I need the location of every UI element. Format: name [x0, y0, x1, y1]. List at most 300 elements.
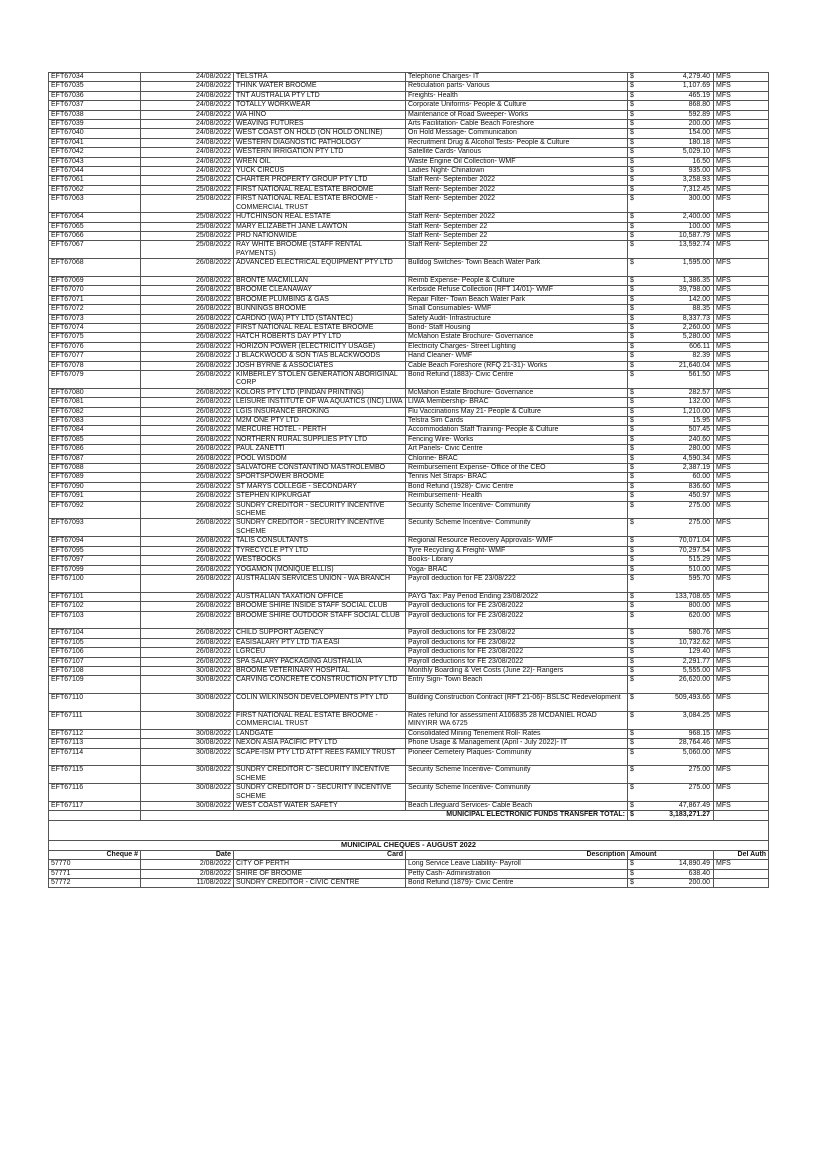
ref-cell: EFT67038	[49, 110, 141, 119]
auth-cell: MFS	[714, 305, 769, 314]
ref-cell: EFT67116	[49, 784, 141, 802]
currency-cell: $	[628, 666, 638, 675]
payee-cell: SPA SALARY PACKAGING AUSTRALIA	[234, 657, 406, 666]
description-cell: Staff Rent- September 2022	[406, 176, 628, 185]
currency-cell: $	[628, 426, 638, 435]
description-cell: Flu Vaccinations May 21- People & Culture	[406, 407, 628, 416]
currency-cell: $	[628, 602, 638, 611]
currency-cell: $	[628, 694, 638, 712]
payee-cell: SCAPE-ISM PTY LTD ATFT REES FAMILY TRUST	[234, 748, 406, 766]
eft-row	[49, 323, 769, 332]
description-cell: Bond Refund (1883)- Civic Centre	[406, 370, 628, 388]
description-cell: Fencing Wire- Works	[406, 435, 628, 444]
eft-row	[49, 592, 769, 601]
ref-cell: EFT67082	[49, 407, 141, 416]
ref-cell: EFT67108	[49, 666, 141, 675]
eft-row	[49, 556, 769, 565]
currency-cell: $	[628, 417, 638, 426]
auth-cell: MFS	[714, 110, 769, 119]
auth-cell: MFS	[714, 73, 769, 82]
auth-cell: MFS	[714, 657, 769, 666]
ref-cell: EFT67070	[49, 286, 141, 295]
ref-cell: EFT67105	[49, 638, 141, 647]
amount-cell: 465.19	[638, 91, 714, 100]
date-cell: 24/08/2022	[141, 91, 234, 100]
date-cell: 26/08/2022	[141, 361, 234, 370]
date-cell: 24/08/2022	[141, 157, 234, 166]
eft-row	[49, 729, 769, 738]
currency-cell: $	[628, 445, 638, 454]
description-cell: Chlorine- BRAC	[406, 454, 628, 463]
auth-cell: MFS	[714, 711, 769, 729]
col-header-cheque: Cheque #	[49, 850, 141, 859]
date-cell: 26/08/2022	[141, 611, 234, 629]
ref-cell: EFT67079	[49, 370, 141, 388]
currency-cell: $	[628, 629, 638, 638]
eft-row	[49, 473, 769, 482]
payee-cell: AUSTRALIAN TAXATION OFFICE	[234, 592, 406, 601]
eft-row	[49, 120, 769, 129]
ref-cell: EFT67077	[49, 352, 141, 361]
currency-cell: $	[628, 638, 638, 647]
ref-cell: 57771	[49, 869, 141, 878]
payee-cell: STEPHEN KIPKURGAT	[234, 492, 406, 501]
currency-cell: $	[628, 739, 638, 748]
currency-cell: $	[628, 501, 638, 519]
auth-cell: MFS	[714, 519, 769, 537]
cheque-row	[49, 860, 769, 869]
description-cell: LIWA Membership- BRAC	[406, 398, 628, 407]
description-cell: Consolidated Mining Tenement Roll- Rates	[406, 729, 628, 738]
eft-total-row	[49, 811, 769, 820]
payee-cell: NORTHERN RURAL SUPPLIES PTY LTD	[234, 435, 406, 444]
description-cell: Staff Rent- September 2022	[406, 195, 628, 213]
date-cell: 26/08/2022	[141, 259, 234, 277]
currency-cell: $	[628, 592, 638, 601]
currency-cell: $	[628, 537, 638, 546]
auth-cell: MFS	[714, 694, 769, 712]
col-header-date: Date	[141, 850, 234, 859]
payee-cell: KOLORS PTY LTD (PINDAN PRINTING)	[234, 388, 406, 397]
ref-cell: EFT67039	[49, 120, 141, 129]
ref-cell: EFT67092	[49, 501, 141, 519]
amount-cell: 47,867.49	[638, 802, 714, 811]
amount-cell: 595.70	[638, 574, 714, 592]
payee-cell: SUNDRY CREDITOR - CIVIC CENTRE	[234, 878, 406, 887]
amount-cell: 200.00	[638, 878, 714, 887]
date-cell: 30/08/2022	[141, 739, 234, 748]
currency-cell: $	[628, 648, 638, 657]
auth-cell: MFS	[714, 565, 769, 574]
currency-cell: $	[628, 138, 638, 147]
amount-cell: 7,312.45	[638, 185, 714, 194]
amount-cell: 5,029.10	[638, 148, 714, 157]
currency-cell: $	[628, 110, 638, 119]
date-cell: 26/08/2022	[141, 492, 234, 501]
auth-cell: MFS	[714, 195, 769, 213]
description-cell: Long Service Leave Liability- Payroll	[406, 860, 628, 869]
amount-cell: 638.40	[638, 869, 714, 878]
currency-cell: $	[628, 259, 638, 277]
auth-cell: MFS	[714, 361, 769, 370]
date-cell: 26/08/2022	[141, 602, 234, 611]
date-cell: 26/08/2022	[141, 445, 234, 454]
amount-cell: 154.00	[638, 129, 714, 138]
ref-cell: EFT67102	[49, 602, 141, 611]
auth-cell: MFS	[714, 407, 769, 416]
ref-cell: EFT67114	[49, 748, 141, 766]
description-cell: Building Construction Contract (RFT 21-06)- BSLSC Redevelopment	[406, 694, 628, 712]
payee-cell: CARDNO (WA) PTY LTD (STANTEC)	[234, 314, 406, 323]
payee-cell: LGIS INSURANCE BROKING	[234, 407, 406, 416]
currency-cell: $	[628, 611, 638, 629]
ref-cell: EFT67064	[49, 213, 141, 222]
amount-cell: 10,587.79	[638, 231, 714, 240]
auth-cell: MFS	[714, 82, 769, 91]
auth-cell: MFS	[714, 648, 769, 657]
ref-cell: EFT67090	[49, 482, 141, 491]
auth-cell: MFS	[714, 213, 769, 222]
amount-cell: 275.00	[638, 784, 714, 802]
payee-cell: SUNDRY CREDITOR - SECURITY INCENTIVE SCHEME	[234, 501, 406, 519]
date-cell: 25/08/2022	[141, 241, 234, 259]
amount-cell: 275.00	[638, 519, 714, 537]
date-cell: 26/08/2022	[141, 388, 234, 397]
payee-cell: COLIN WILKINSON DEVELOPMENTS PTY LTD	[234, 694, 406, 712]
payee-cell: EASISALARY PTY LTD T/A EASI	[234, 638, 406, 647]
currency-cell: $	[628, 878, 638, 887]
ref-cell: EFT67115	[49, 766, 141, 784]
description-cell: Bond Refund (1928)- Civic Centre	[406, 482, 628, 491]
date-cell: 25/08/2022	[141, 195, 234, 213]
payee-cell: KIMBERLEY STOLEN GENERATION ABORIGINAL CORP	[234, 370, 406, 388]
currency-cell: $	[628, 454, 638, 463]
eft-row	[49, 148, 769, 157]
payee-cell: WESTERN IRRIGATION PTY LTD	[234, 148, 406, 157]
date-cell: 26/08/2022	[141, 333, 234, 342]
eft-row	[49, 766, 769, 784]
amount-cell: 275.00	[638, 766, 714, 784]
ref-cell: EFT67089	[49, 473, 141, 482]
currency-cell: $	[628, 286, 638, 295]
currency-cell: $	[628, 370, 638, 388]
payee-cell: LEISURE INSTITUTE OF WA AQUATICS (INC) LIWA	[234, 398, 406, 407]
auth-cell: MFS	[714, 629, 769, 638]
description-cell: Art Panels- Civic Centre	[406, 445, 628, 454]
currency-cell: $	[628, 73, 638, 82]
description-cell: Hand Cleaner- WMF	[406, 352, 628, 361]
auth-cell: MFS	[714, 454, 769, 463]
eft-row	[49, 454, 769, 463]
eft-total-currency: $	[628, 811, 638, 820]
date-cell: 26/08/2022	[141, 574, 234, 592]
auth-cell: MFS	[714, 148, 769, 157]
currency-cell: $	[628, 464, 638, 473]
description-cell: Ladies Night- Chinatown	[406, 167, 628, 176]
auth-cell: MFS	[714, 129, 769, 138]
eft-row	[49, 305, 769, 314]
description-cell: Staff Rent- September 22	[406, 231, 628, 240]
eft-row	[49, 110, 769, 119]
auth-cell: MFS	[714, 314, 769, 323]
eft-row	[49, 435, 769, 444]
payee-cell: BROOME SHIRE OUTDOOR STAFF SOCIAL CLUB	[234, 611, 406, 629]
currency-cell: $	[628, 398, 638, 407]
payee-cell: BROOME VETERINARY HOSPITAL	[234, 666, 406, 675]
description-cell: Corporate Uniforms- People & Culture	[406, 101, 628, 110]
payee-cell: FIRST NATIONAL REAL ESTATE BROOME - COMMERCIAL TRUST	[234, 195, 406, 213]
payee-cell: JOSH BYRNE & ASSOCIATES	[234, 361, 406, 370]
description-cell: Maintenance of Road Sweeper- Works	[406, 110, 628, 119]
date-cell: 26/08/2022	[141, 286, 234, 295]
amount-cell: 15.95	[638, 417, 714, 426]
payee-cell: PRD NATIONWIDE	[234, 231, 406, 240]
payee-cell: TYRECYCLE PTY LTD	[234, 546, 406, 555]
auth-cell: MFS	[714, 426, 769, 435]
currency-cell: $	[628, 435, 638, 444]
amount-cell: 1,386.35	[638, 276, 714, 285]
amount-cell: 2,260.00	[638, 323, 714, 332]
payee-cell: M2M ONE PTY LTD	[234, 417, 406, 426]
payee-cell: BROOME CLEANAWAY	[234, 286, 406, 295]
currency-cell: $	[628, 314, 638, 323]
eft-row	[49, 657, 769, 666]
date-cell: 26/08/2022	[141, 501, 234, 519]
description-cell: Safety Audit- Infrastructure	[406, 314, 628, 323]
currency-cell: $	[628, 492, 638, 501]
description-cell: Bond Refund (1879)- Civic Centre	[406, 878, 628, 887]
amount-cell: 21,640.04	[638, 361, 714, 370]
amount-cell: 800.00	[638, 602, 714, 611]
description-cell: Petty Cash- Administration	[406, 869, 628, 878]
ref-cell: EFT67112	[49, 729, 141, 738]
auth-cell: MFS	[714, 370, 769, 388]
payments-page	[48, 72, 768, 888]
ref-cell: EFT67087	[49, 454, 141, 463]
description-cell: Reimbursement Expense- Office of the CEO	[406, 464, 628, 473]
description-cell: Payroll deductions for FE 23/08/22	[406, 629, 628, 638]
auth-cell	[714, 878, 769, 887]
cheques-title-row	[49, 841, 769, 850]
eft-row	[49, 176, 769, 185]
amount-cell: 868.80	[638, 101, 714, 110]
date-cell: 26/08/2022	[141, 519, 234, 537]
ref-cell: EFT67034	[49, 73, 141, 82]
auth-cell: MFS	[714, 91, 769, 100]
payee-cell: SUNDRY CREDITOR C- SECURITY INCENTIVE SCHEME	[234, 766, 406, 784]
description-cell: Electricity Charges- Street Lighting	[406, 342, 628, 351]
description-cell: Payroll deductions for FE 23/08/2022	[406, 657, 628, 666]
date-cell: 26/08/2022	[141, 314, 234, 323]
ref-cell: EFT67041	[49, 138, 141, 147]
eft-row	[49, 629, 769, 638]
auth-cell: MFS	[714, 231, 769, 240]
description-cell: Kerbside Refuse Collection (RFT 14/01)- WMF	[406, 286, 628, 295]
ref-cell: EFT67104	[49, 629, 141, 638]
date-cell: 30/08/2022	[141, 694, 234, 712]
description-cell: Beach Lifeguard Services- Cable Beach	[406, 802, 628, 811]
auth-cell: MFS	[714, 101, 769, 110]
date-cell: 30/08/2022	[141, 802, 234, 811]
date-cell: 26/08/2022	[141, 556, 234, 565]
ref-cell: EFT67068	[49, 259, 141, 277]
ref-cell: EFT67095	[49, 546, 141, 555]
cheques-title: MUNICIPAL CHEQUES - AUGUST 2022	[49, 841, 769, 850]
payee-cell: HUTCHINSON REAL ESTATE	[234, 213, 406, 222]
description-cell: Entry Sign- Town Beach	[406, 676, 628, 694]
ref-cell: EFT67073	[49, 314, 141, 323]
payee-cell: BROOME PLUMBING & GAS	[234, 295, 406, 304]
auth-cell: MFS	[714, 537, 769, 546]
currency-cell: $	[628, 869, 638, 878]
amount-cell: 28,764.46	[638, 739, 714, 748]
payee-cell: POOL WISDOM	[234, 454, 406, 463]
eft-row	[49, 482, 769, 491]
ref-cell: EFT67091	[49, 492, 141, 501]
eft-row	[49, 295, 769, 304]
payee-cell: ST MARYS COLLEGE - SECONDARY	[234, 482, 406, 491]
auth-cell: MFS	[714, 611, 769, 629]
eft-row	[49, 138, 769, 147]
date-cell: 26/08/2022	[141, 398, 234, 407]
cheques-table-body	[49, 860, 769, 888]
payee-cell: BRONTE MACMILLAN	[234, 276, 406, 285]
amount-cell: 2,387.19	[638, 464, 714, 473]
description-cell: Reimb Expense- People & Culture	[406, 276, 628, 285]
eft-row	[49, 565, 769, 574]
ref-cell: EFT67088	[49, 464, 141, 473]
ref-cell: EFT67042	[49, 148, 141, 157]
auth-cell: MFS	[714, 167, 769, 176]
date-cell: 30/08/2022	[141, 748, 234, 766]
auth-cell: MFS	[714, 176, 769, 185]
ref-cell: EFT67094	[49, 537, 141, 546]
date-cell: 24/08/2022	[141, 101, 234, 110]
col-header-amount: Amount	[628, 850, 714, 859]
amount-cell: 5,280.00	[638, 333, 714, 342]
ref-cell: 57770	[49, 860, 141, 869]
eft-row	[49, 611, 769, 629]
auth-cell: MFS	[714, 295, 769, 304]
eft-row	[49, 342, 769, 351]
amount-cell: 8,337.73	[638, 314, 714, 323]
eft-row	[49, 195, 769, 213]
date-cell: 26/08/2022	[141, 454, 234, 463]
auth-cell: MFS	[714, 286, 769, 295]
currency-cell: $	[628, 241, 638, 259]
description-cell: Security Scheme Incentive- Community	[406, 519, 628, 537]
ref-cell: EFT67103	[49, 611, 141, 629]
currency-cell: $	[628, 195, 638, 213]
description-cell: Small Consumables- WMF	[406, 305, 628, 314]
auth-cell: MFS	[714, 592, 769, 601]
amount-cell: 100.00	[638, 222, 714, 231]
ref-cell: EFT67107	[49, 657, 141, 666]
payee-cell: SUNDRY CREDITOR D - SECURITY INCENTIVE SCHEME	[234, 784, 406, 802]
date-cell: 24/08/2022	[141, 73, 234, 82]
eft-total-amount: 3,183,271.27	[638, 811, 714, 820]
currency-cell: $	[628, 388, 638, 397]
auth-cell: MFS	[714, 241, 769, 259]
auth-cell: MFS	[714, 574, 769, 592]
payee-cell: CHILD SUPPORT AGENCY	[234, 629, 406, 638]
currency-cell: $	[628, 473, 638, 482]
amount-cell: 70,297.54	[638, 546, 714, 555]
auth-cell: MFS	[714, 666, 769, 675]
currency-cell: $	[628, 276, 638, 285]
date-cell: 24/08/2022	[141, 148, 234, 157]
amount-cell: 200.00	[638, 120, 714, 129]
eft-row	[49, 185, 769, 194]
amount-cell: 60.00	[638, 473, 714, 482]
date-cell: 30/08/2022	[141, 711, 234, 729]
eft-row	[49, 101, 769, 110]
eft-row	[49, 784, 769, 802]
auth-cell: MFS	[714, 676, 769, 694]
currency-cell: $	[628, 565, 638, 574]
section-gap	[49, 820, 769, 840]
ref-cell: EFT67083	[49, 417, 141, 426]
auth-cell: MFS	[714, 352, 769, 361]
payee-cell: BUNNINGS BROOME	[234, 305, 406, 314]
date-cell: 2/08/2022	[141, 869, 234, 878]
date-cell: 30/08/2022	[141, 666, 234, 675]
ref-cell: EFT67099	[49, 565, 141, 574]
payee-cell: TNT AUSTRALIA PTY LTD	[234, 91, 406, 100]
auth-cell: MFS	[714, 860, 769, 869]
col-header-description: Description	[406, 850, 628, 859]
description-cell: Payroll deductions for FE 23/08/2022	[406, 602, 628, 611]
currency-cell: $	[628, 407, 638, 416]
description-cell: Accommodation Staff Training- People & Culture	[406, 426, 628, 435]
auth-cell: MFS	[714, 398, 769, 407]
date-cell: 30/08/2022	[141, 676, 234, 694]
currency-cell: $	[628, 519, 638, 537]
currency-cell: $	[628, 574, 638, 592]
currency-cell: $	[628, 676, 638, 694]
payee-cell: PAUL ZANETTI	[234, 445, 406, 454]
auth-cell: MFS	[714, 342, 769, 351]
description-cell: Tyre Recycling & Freight- WMF	[406, 546, 628, 555]
ref-cell: EFT67037	[49, 101, 141, 110]
description-cell: PAYG Tax: Pay Period Ending 23/08/2022	[406, 592, 628, 601]
amount-cell: 2,291.77	[638, 657, 714, 666]
auth-cell: MFS	[714, 546, 769, 555]
description-cell: Cable Beach Foreshore (RFQ 21-31)- Works	[406, 361, 628, 370]
eft-row	[49, 537, 769, 546]
payee-cell: FIRST NATIONAL REAL ESTATE BROOME	[234, 185, 406, 194]
description-cell: Payroll deduction for FE 23/08/222	[406, 574, 628, 592]
currency-cell: $	[628, 222, 638, 231]
ref-cell: EFT67109	[49, 676, 141, 694]
payee-cell: TALIS CONSULTANTS	[234, 537, 406, 546]
eft-row	[49, 426, 769, 435]
amount-cell: 129.40	[638, 648, 714, 657]
payee-cell: THINK WATER BROOME	[234, 82, 406, 91]
description-cell: Repair Filter- Town Beach Water Park	[406, 295, 628, 304]
amount-cell: 132.00	[638, 398, 714, 407]
date-cell: 24/08/2022	[141, 82, 234, 91]
description-cell: Tennis Net Straps- BRAC	[406, 473, 628, 482]
date-cell: 26/08/2022	[141, 407, 234, 416]
date-cell: 26/08/2022	[141, 342, 234, 351]
currency-cell: $	[628, 148, 638, 157]
currency-cell: $	[628, 352, 638, 361]
auth-cell: MFS	[714, 602, 769, 611]
date-cell: 26/08/2022	[141, 648, 234, 657]
currency-cell: $	[628, 82, 638, 91]
date-cell: 26/08/2022	[141, 435, 234, 444]
